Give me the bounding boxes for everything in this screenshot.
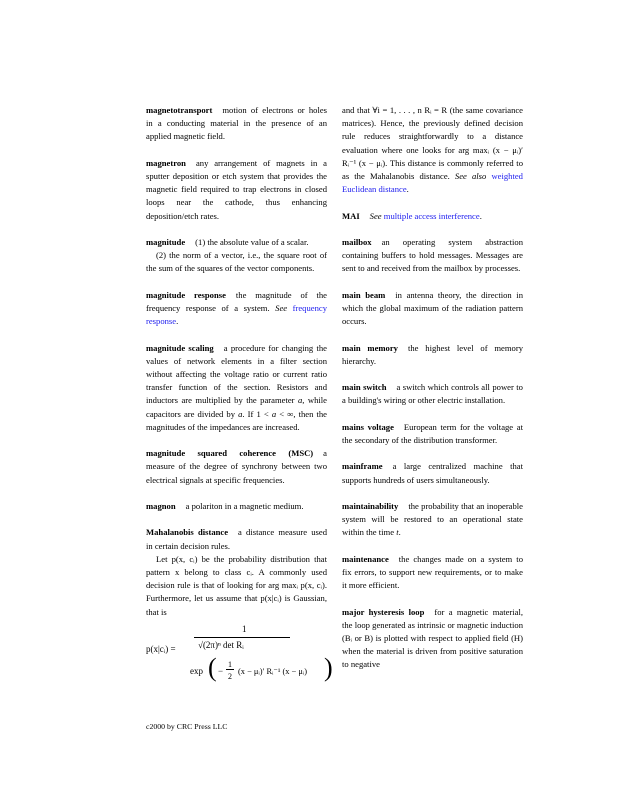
definition: Let p(x, cᵢ) be the probability distribution that pattern x belong to class cᵢ. A commonly used decision rule is that of looking for arg maxᵢ p(x, cᵢ). Furthermore, let us assume that p(x|cᵢ) is Gaussian, that is <box>146 553 327 617</box>
see-also-label: See also <box>454 171 487 182</box>
mahalanobis-paragraph <box>146 553 327 619</box>
see-label: See <box>369 210 382 221</box>
period: . <box>406 184 409 195</box>
headword: MAI <box>342 210 360 221</box>
entry-magnitude-response <box>146 289 327 329</box>
definition: any arrangement of magnets in a sputter deposition or etch system that provides the magnetic field required to trap electrons in closed loops near the cathode, thus enhancing deposition/etch rates. <box>146 157 327 221</box>
headword: mains voltage <box>342 421 394 432</box>
half-denominator: 2 <box>228 671 232 681</box>
entry-main-beam <box>342 289 523 329</box>
headword: magnitude <box>146 237 186 247</box>
headword: main memory <box>342 342 398 353</box>
entry-magnetotransport <box>146 104 327 144</box>
entry-main-switch <box>342 381 523 407</box>
definition: (2) the norm of a vector, i.e., the square root of the sum of the squares of the vector components. <box>146 250 327 274</box>
headword: Mahalanobis distance <box>146 527 229 538</box>
right-paren: ) <box>324 652 333 682</box>
left-paren: ( <box>208 652 217 682</box>
fraction-denominator: √(2π)ⁿ det Rᵢ <box>198 639 244 650</box>
exp-label: exp <box>190 665 203 676</box>
headword: main switch <box>342 382 387 393</box>
see-label: See <box>275 303 288 313</box>
definition: European term for the voltage at the secondary of the distribution transformer. <box>342 421 523 445</box>
headword: major hysteresis loop <box>342 606 425 617</box>
definition: (1) the absolute value of a scalar. <box>195 237 309 247</box>
entry-maintenance <box>342 553 523 593</box>
variable: a <box>298 395 303 406</box>
period: . <box>398 527 401 538</box>
definition: a switch which controls all power to a building's wiring or other electric installation. <box>342 382 523 406</box>
period: . <box>479 210 482 221</box>
headword: magnetron <box>146 157 186 168</box>
definition: a polariton in a magnetic medium. <box>185 501 304 511</box>
variable: a <box>271 408 277 419</box>
entry-mainframe <box>342 460 523 486</box>
entry-major-hysteresis-loop <box>342 606 523 672</box>
cross-reference-link[interactable]: frequency response <box>146 303 327 327</box>
half-numerator: 1 <box>228 659 232 669</box>
headword: magnon <box>146 501 176 511</box>
cross-reference-link[interactable]: multiple access interference <box>383 210 480 221</box>
headword: magnetotransport <box>146 105 213 115</box>
definition: a distance measure used in certain decision rules. <box>146 527 327 551</box>
headword: main beam <box>342 289 386 300</box>
variable: t <box>396 527 399 538</box>
headword: maintainability <box>342 500 399 511</box>
entry-mahalanobis <box>146 526 327 552</box>
entry-msc <box>146 447 327 487</box>
definition: motion of electrons or holes in a conducting material in the presence of an applied magnetic field. <box>146 105 327 142</box>
entry-mailbox <box>342 236 523 276</box>
entry-magnitude-scaling <box>146 342 327 434</box>
equation-lhs: p(x|cᵢ) = <box>146 643 176 654</box>
definition: the probability that an inoperable system will be restored to an operational state within the time <box>342 500 523 538</box>
entry-mains-voltage <box>342 421 523 447</box>
entry-maintainability <box>342 500 523 540</box>
entry-mai <box>342 210 523 223</box>
definition: in antenna theory, the direction in which the global maximum of the radiation pattern occurs. <box>342 289 523 327</box>
fraction-numerator: 1 <box>242 623 247 634</box>
headword: magnitude squared coherence (MSC) <box>146 448 314 459</box>
right-column <box>342 104 523 672</box>
entry-magnon <box>146 500 327 513</box>
definition: the highest level of memory hierarchy. <box>342 342 523 366</box>
minus-sign: − <box>218 665 224 676</box>
definition: a procedure for changing the values of network elements in a filter section without affecting the voltage ratio or current ratio transfer function of the section. Resistors and inductors are multiplied by the parameter <box>146 342 327 406</box>
fraction-bar <box>194 637 290 638</box>
cross-reference-link[interactable]: weighted Euclidean distance <box>342 171 523 195</box>
entry-main-memory <box>342 342 523 368</box>
entry-magnitude <box>146 236 327 249</box>
definition: and that ∀i = 1, . . . , n Rᵢ = R (the same covariance matrices). Hence, the previously defined decision rule reduces straightforwardly to a distance evaluation where one looks for arg maxᵢ (x − μᵢ)′ Rᵢ⁻¹ (x − μᵢ). This distance is commonly referred to as the Mahalanobis distance. <box>342 105 523 182</box>
period: . <box>176 316 179 327</box>
definition: an operating system abstraction containing buffers to hold messages. Messages are sent to and received from the mailbox by processes. <box>342 237 523 274</box>
definition: the changes made on a system to fix errors, to support new requirements, or to make it more efficient. <box>342 553 523 591</box>
entry-magnitude-part2 <box>146 249 327 275</box>
gaussian-equation <box>146 619 333 682</box>
definition: a large centralized machine that supports hundreds of users simultaneously. <box>342 461 523 485</box>
quadratic-form: (x − μᵢ)′ Rᵢ⁻¹ (x − μᵢ) <box>238 666 307 676</box>
definition: a measure of the degree of synchrony between two electrical signals at specific frequencies. <box>146 448 327 485</box>
copyright-footer: c2000 by CRC Press LLC <box>146 722 228 731</box>
definition: , while capacitors are divided by <box>146 395 327 419</box>
headword: mainframe <box>342 461 383 472</box>
headword: maintenance <box>342 553 389 564</box>
headword: magnitude response <box>146 289 226 300</box>
variable: a <box>238 408 243 419</box>
left-column <box>146 104 333 682</box>
definition: for a magnetic material, the loop generated as intrinsic or magnetic induction (Bᵢ or B) is plotted with respect to applied field (H) when the material is driven from positive saturation to negative <box>342 606 523 670</box>
headword: magnitude scaling <box>146 342 214 353</box>
headword: mailbox <box>342 237 372 247</box>
definition: . If 1 < <box>242 408 272 419</box>
mahalanobis-continued <box>342 104 523 196</box>
entry-magnetron <box>146 157 327 223</box>
definition: the magnitude of the frequency response of a system. <box>146 289 327 313</box>
definition: < ∞, then the magnitudes of the impedances are increased. <box>146 408 327 432</box>
